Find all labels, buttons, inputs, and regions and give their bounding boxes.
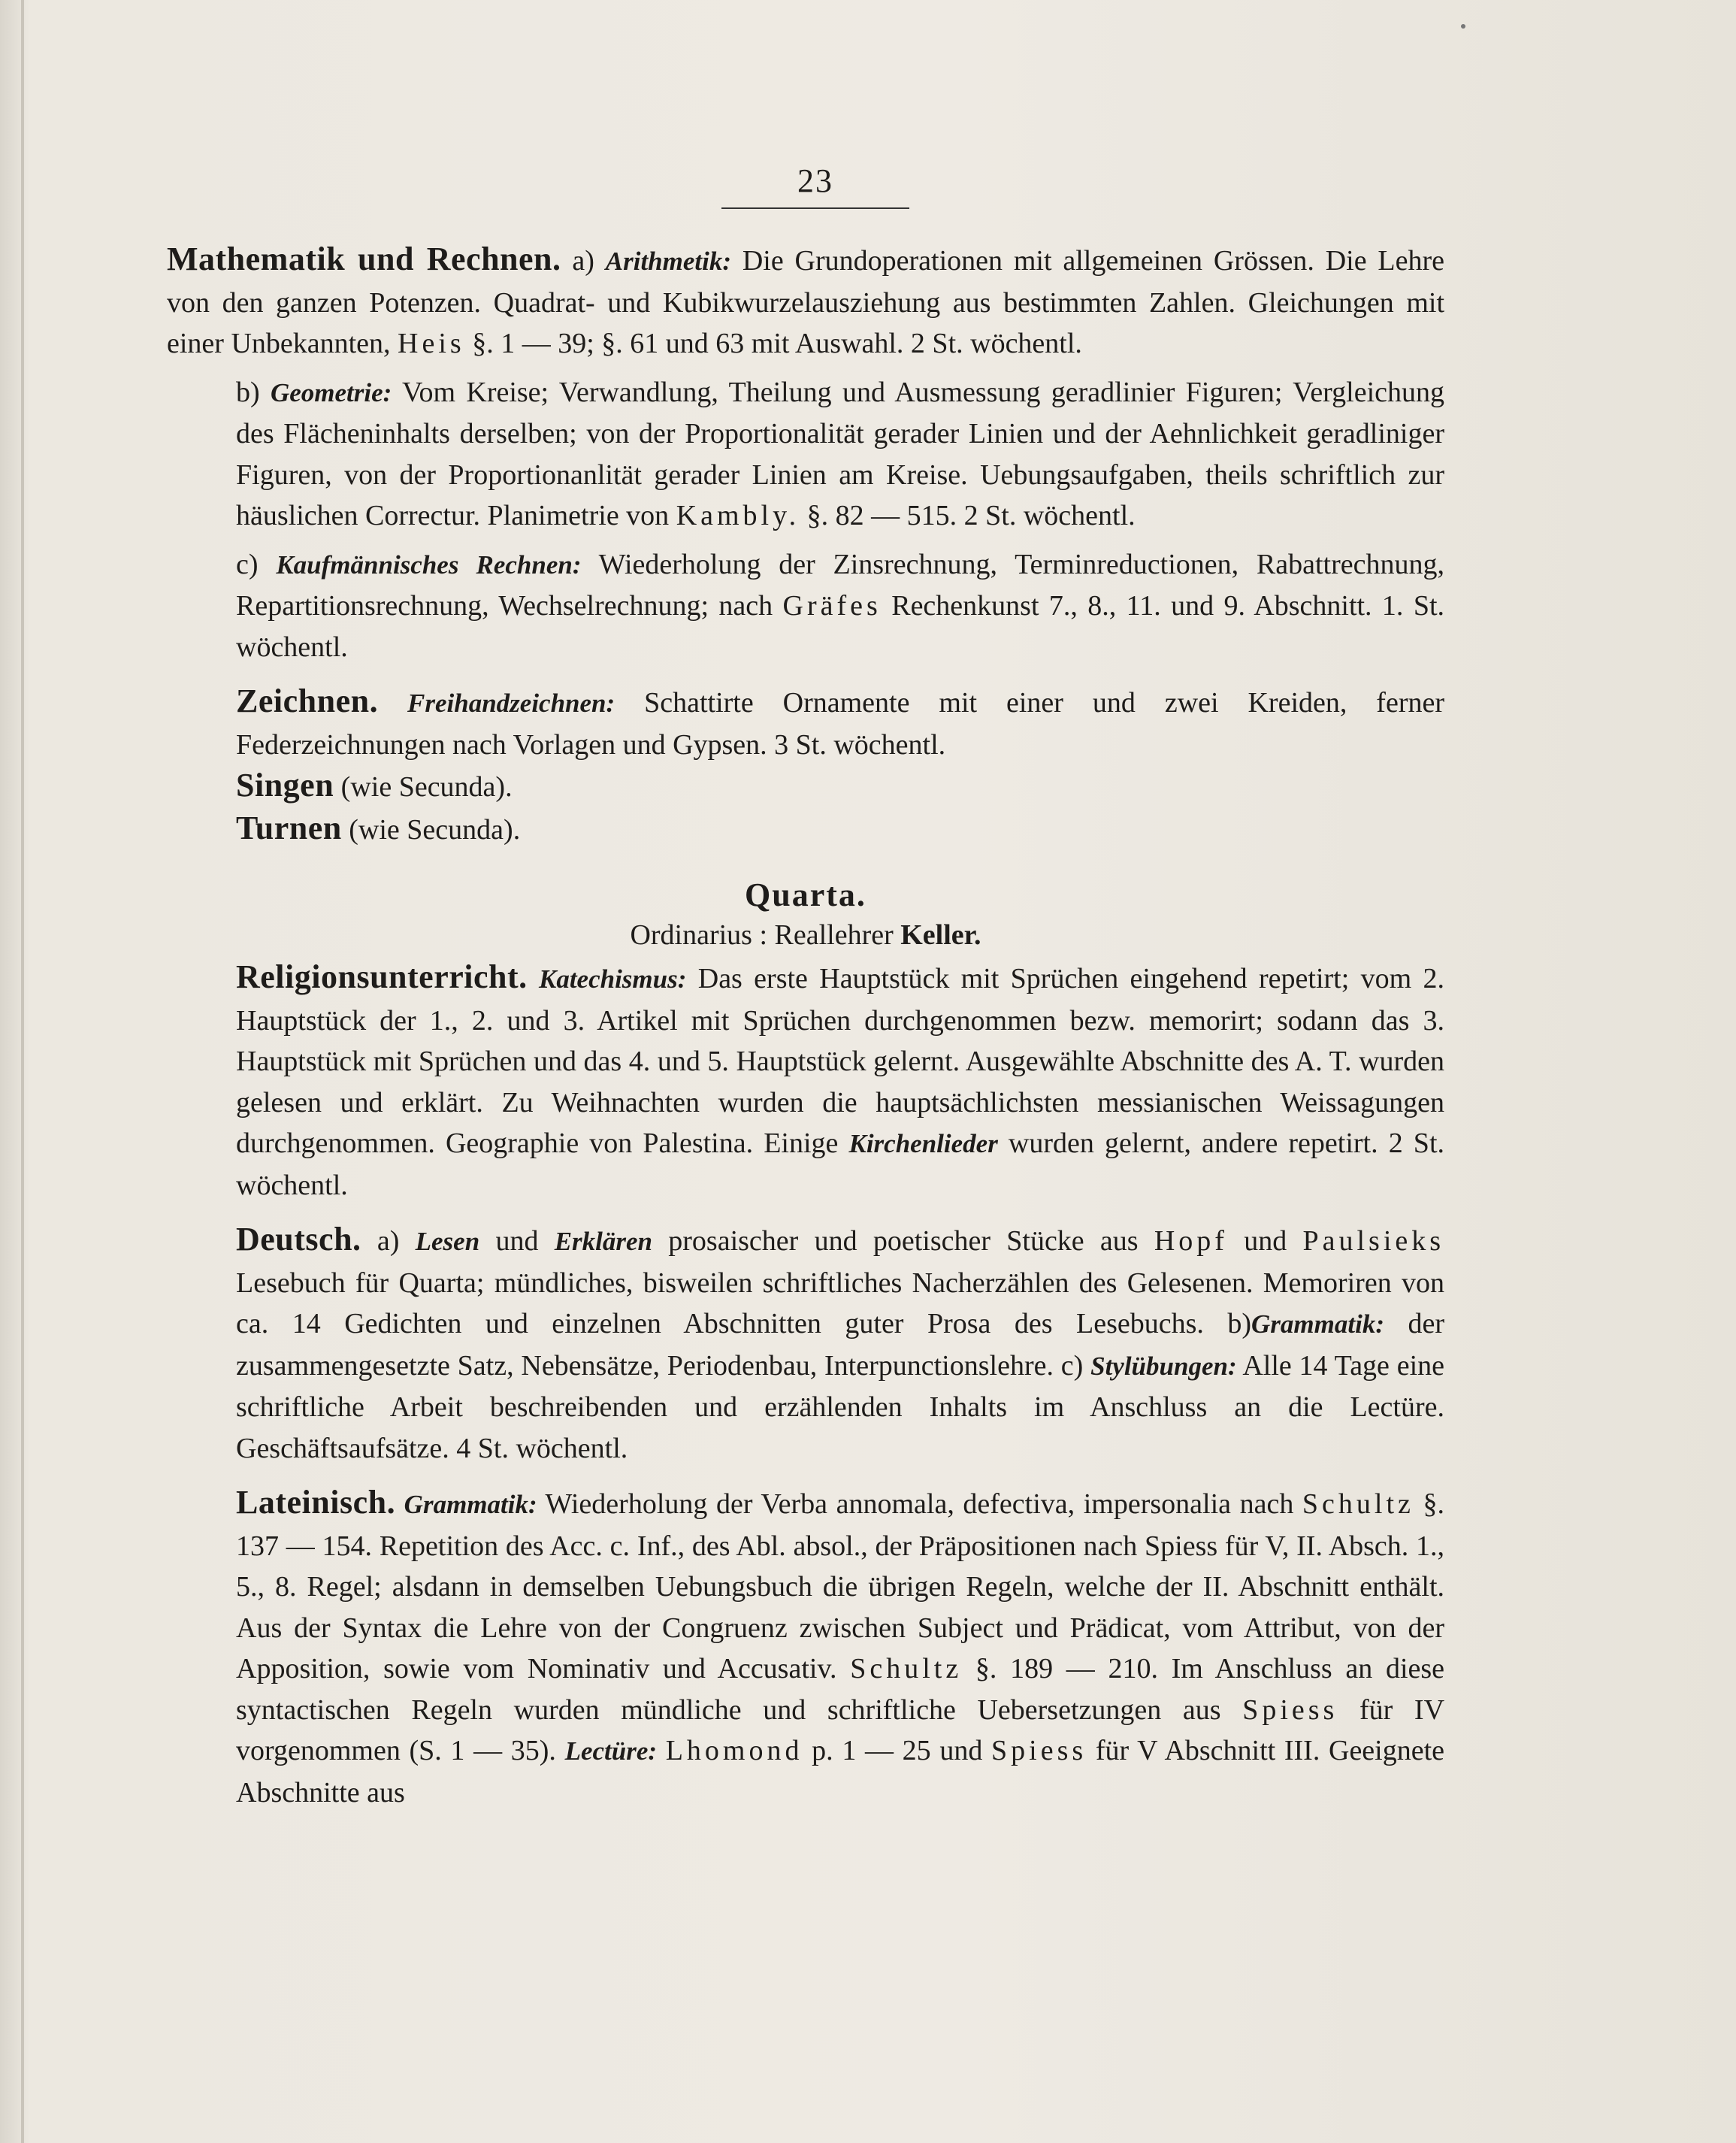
latein-text-2: §. 137 — 154. Repetition des Acc. c. Inf., des Abl. absol., der Präpositionen nach Spiess für V, II. Absch. 1., 5., 8. Regel; alsdann in demselben Uebungsbuch die übrigen Regeln, welche der II. Abschnitt enthält. Aus der Syntax die Lehre von der Congruenz zwischen Subject und Prädicat, vom Attribut, von der Apposition, sowie vom Nominativ und Accusativ. <box>236 1488 1444 1684</box>
latein-text-5: p. 1 — 25 und <box>812 1735 983 1766</box>
deutsch-c-label: Stylübungen: <box>1090 1351 1237 1381</box>
math-section-a <box>167 239 1444 365</box>
turnen-heading: Turnen <box>236 809 342 846</box>
deutsch-a-text-2: Lesebuch für Quarta; mündliches, bisweilen schriftliches Nacherzählen des Gelesenen. Memoriren von ca. 14 Gedichten und einzelnen Abschnitten guter Prosa des Lesebuchs. <box>236 1267 1444 1339</box>
deutsch-heading: Deutsch. <box>236 1221 361 1258</box>
ordinarius-label: Ordinarius : <box>630 919 768 951</box>
binding-shadow <box>21 0 24 2143</box>
deutsch-a-author-2: Paulsieks <box>1302 1225 1445 1257</box>
zeichnen-text: Schattirte Ornamente mit einer und zwei Kreiden, ferner Federzeichnungen nach Vorlagen und Gypsen. 3 St. wöchentl. <box>236 687 1445 761</box>
deutsch-a-author-1: Hopf <box>1154 1225 1228 1257</box>
latein-text-3: §. 189 — 210. Im Anschluss an diese syntactischen Regeln wurden mündliche und schriftliche Uebersetzungen aus <box>236 1653 1445 1726</box>
math-a-author: Heis <box>398 328 465 359</box>
deutsch-c-text: Alle 14 Tage eine schriftliche Arbeit beschreibenden und erzählenden Inhalts im Anschluss an die Lectüre. Geschäftsaufsätze. 4 St. wöchentl. <box>236 1349 1445 1464</box>
deutsch-a-text-1: prosaischer und poetischer Stücke aus <box>668 1225 1139 1257</box>
religion-label-2: Kirchenlieder <box>848 1129 998 1158</box>
singen-heading: Singen <box>236 767 334 804</box>
page-number: 23 <box>797 162 833 199</box>
latein-lecture-label: Lectüre: <box>564 1736 658 1766</box>
turnen-text: (wie Secunda). <box>349 813 521 846</box>
latein-section <box>167 1482 1444 1813</box>
math-b-prefix: b) <box>236 376 260 408</box>
math-a-prefix: a) <box>572 245 594 277</box>
latein-label: Grammatik: <box>404 1490 537 1519</box>
singen-section <box>167 765 1444 808</box>
math-c-prefix: c) <box>236 548 259 580</box>
latein-text-4: für IV vorgenommen (S. 1 — 35). <box>236 1694 1445 1766</box>
latein-heading: Lateinisch. <box>236 1484 396 1521</box>
math-c-label: Kaufmännisches Rechnen: <box>276 549 582 580</box>
math-a-text-1: Die Grundoperationen mit allgemeinen Grössen. Die Lehre von den ganzen Potenzen. Quadrat- und Kubikwurzelausziehung aus bestimmten Zahlen. Gleichungen mit einer Unbekannten, <box>167 245 1445 359</box>
math-section-b <box>167 372 1444 537</box>
deutsch-a-prefix: a) <box>377 1225 400 1257</box>
math-c-text-1: Wiederholung der Zinsrechnung, Terminreductionen, Rabattrechnung, Repartitionsrechnung, Wechselrechnung; nach <box>236 548 1444 622</box>
religion-text-1: Das erste Hauptstück mit Sprüchen eingehend repetirt; vom 2. Hauptstück der 1., 2. und 3. Artikel mit Sprüchen durchgenommen bezw. memorirt; sodann das 3. Hauptstück mit Sprüchen und das 4. und 5. Hauptstück gelernt. Ausgewählte Abschnitte des A. T. wurden gelesen und erklärt. Zu Weihnachten wurden die hauptsächlichsten messianischen Weissagungen durchgenommen. Geographie von Palestina. Einige <box>236 963 1445 1159</box>
zeichnen-label: Freihandzeichnen: <box>407 689 615 718</box>
deutsch-a-und-2: und <box>1244 1225 1287 1257</box>
latein-author-3: Spiess <box>1242 1694 1338 1726</box>
ordinarius-name: Keller. <box>900 919 981 951</box>
math-b-text-1: Vom Kreise; Verwandlung, Theilung und Ausmessung geradlinier Figuren; Vergleichung des Flächeninhalts derselben; von der Proportionalität gerader Linien und der Aehnlichkeit geradliniger Figuren, von der Proportionanlität gerader Linien am Kreise. Uebungsaufgaben, theils schriftlich zur häuslichen Correctur. Planimetrie von <box>236 376 1444 531</box>
religion-section <box>167 957 1444 1206</box>
religion-label: Katechismus: <box>538 964 687 994</box>
page-number-rule <box>721 207 909 209</box>
zeichnen-section <box>167 681 1444 765</box>
deutsch-b-label: Grammatik: <box>1251 1309 1384 1339</box>
math-b-author: Kambly. <box>676 500 800 531</box>
math-a-label: Arithmetik: <box>605 247 731 276</box>
latein-author-5: Spiess <box>991 1735 1087 1766</box>
math-a-text-2: §. 1 — 39; §. 61 und 63 mit Auswahl. 2 St. wöchentl. <box>472 328 1082 359</box>
zeichnen-heading: Zeichnen. <box>236 683 379 719</box>
body-text <box>167 239 1444 1813</box>
deutsch-section <box>167 1219 1444 1469</box>
ordinarius-line <box>167 916 1444 954</box>
quarta-title: Quarta. <box>745 876 866 913</box>
math-section-c <box>167 544 1444 668</box>
math-heading: Mathematik und Rechnen. <box>167 241 561 277</box>
ordinarius-role: Reallehrer <box>774 919 894 951</box>
religion-text-2: wurden gelernt, andere repetirt. 2 St. wöchentl. <box>236 1127 1444 1201</box>
deutsch-c-prefix: c) <box>1060 1349 1084 1382</box>
math-b-text-2: §. 82 — 515. 2 St. wöchentl. <box>806 500 1136 531</box>
deutsch-a-label-1: Lesen <box>415 1227 480 1256</box>
latein-author-1: Schultz <box>1302 1488 1414 1520</box>
deutsch-a-label-2: Erklären <box>554 1227 653 1256</box>
latein-text-6: für V Abschnitt III. Geeignete Abschnitte aus <box>236 1735 1445 1809</box>
deutsch-b-prefix: b) <box>1227 1308 1252 1339</box>
math-c-author: Gräfes <box>782 590 882 622</box>
math-b-label: Geometrie: <box>270 377 392 407</box>
singen-text: (wie Secunda). <box>340 771 513 803</box>
turnen-section <box>167 808 1444 851</box>
latein-text-1: Wiederholung der Verba annomala, defectiva, impersonalia nach <box>545 1488 1294 1520</box>
ink-speck <box>1461 24 1465 29</box>
religion-heading: Religionsunterricht. <box>236 958 528 995</box>
latein-author-4: Lhomond <box>665 1735 803 1766</box>
math-c-text-2: Rechenkunst 7., 8., 11. und 9. Abschnitt. 1. St. wöchentl. <box>236 590 1445 663</box>
deutsch-b-text: der zusammengesetzte Satz, Nebensätze, Periodenbau, Interpunctionslehre. <box>236 1308 1444 1382</box>
deutsch-a-und: und <box>495 1225 539 1257</box>
latein-author-2: Schultz <box>850 1653 963 1684</box>
